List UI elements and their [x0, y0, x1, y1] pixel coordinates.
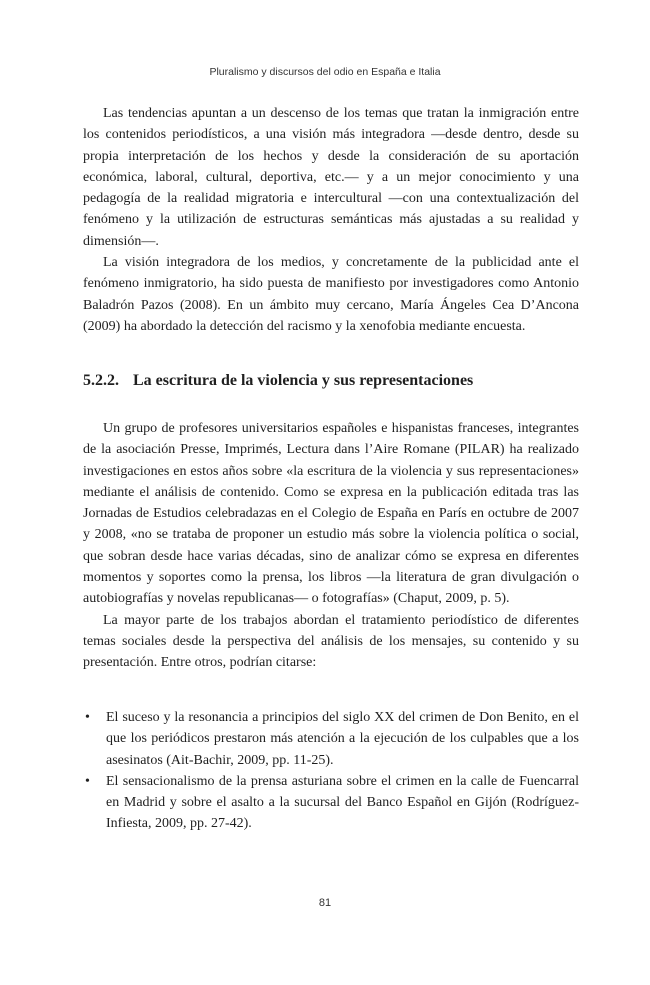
- section-title: La escritura de la violencia y sus representaciones: [133, 372, 474, 389]
- section-heading: [83, 372, 579, 390]
- paragraph: Las tendencias apuntan a un descenso de los temas que tratan la inmigración entre los contenidos periodísticos, a una visión más integradora —desde dentro, desde su propia interpretación de los hechos y desde la consideración de su aportación económica, laboral, cultural, deportiva, etc.— y a un mejor conocimiento y una pedagogía de la realidad migratoria e intercultural —con una contextualización del fenómeno y la utilización de estructuras semánticas más ajustadas a su realidad y dimensión—.: [83, 106, 579, 249]
- body-text-bottom: [83, 418, 579, 674]
- list-item: [83, 771, 579, 835]
- list-item-text: El suceso y la resonancia a principios del siglo XX del crimen de Don Benito, en el que los periódicos prestaron más atención a la ejecución de los culpables que a los asesinatos (Ait-Bachir, 2009, pp. 11-25).: [106, 710, 579, 768]
- paragraph: La visión integradora de los medios, y concretamente de la publicidad ante el fenómeno inmigratorio, ha sido puesta de manifiesto por investigadores como Antonio Baladrón Pazos (2008). En un ámbito muy cercano, María Ángeles Cea D’Ancona (2009) ha abordado la detección del racismo y la xenofobia mediante encuesta.: [83, 255, 579, 334]
- bullet-icon: •: [85, 773, 90, 789]
- section-number: 5.2.2.: [83, 372, 119, 389]
- running-header: Pluralismo y discursos del odio en España e Italia: [209, 66, 441, 78]
- bullet-icon: •: [85, 710, 90, 725]
- bullet-list: [83, 707, 579, 835]
- page-number: 81: [318, 897, 332, 909]
- list-item-text: El sensacionalismo de la prensa asturiana sobre el crimen en la calle de Fuencarral en Madrid y sobre el asalto a la sucursal del Banco Español en Gijón (Rodríguez-Infiesta, 2009, pp. 27-42).: [106, 773, 579, 832]
- paragraph: La mayor parte de los trabajos abordan el tratamiento periodístico de diferentes temas sociales desde la perspectiva del análisis de los mensajes, su contenido y su presentación. Entre otros, podrían citarse:: [83, 612, 579, 671]
- list-item: [83, 707, 579, 771]
- body-text-top: [83, 103, 579, 337]
- paragraph: Un grupo de profesores universitarios españoles e hispanistas franceses, integrantes de la asociación Presse, Imprimés, Lectura dans l’Aire Romane (PILAR) ha realizado investigaciones en estos años sobre «la escritura de la violencia y sus representaciones» mediante el análisis de contenido. Como se expresa en la publicación editada tras las Jornadas de Estudios celebradazas en el Colegio de España en París en octubre de 2007 y 2008, «no se trataba de proponer un estudio más sobre la violencia política o social, que sobran desde hace varias décadas, sino de analizar cómo se expresa en diferentes momentos y soportes como la prensa, los libros —la literatura de gran divulgación o autobiografías y novelas republicanas— o fotografías» (Chaput, 2009, p. 5).: [83, 421, 579, 607]
